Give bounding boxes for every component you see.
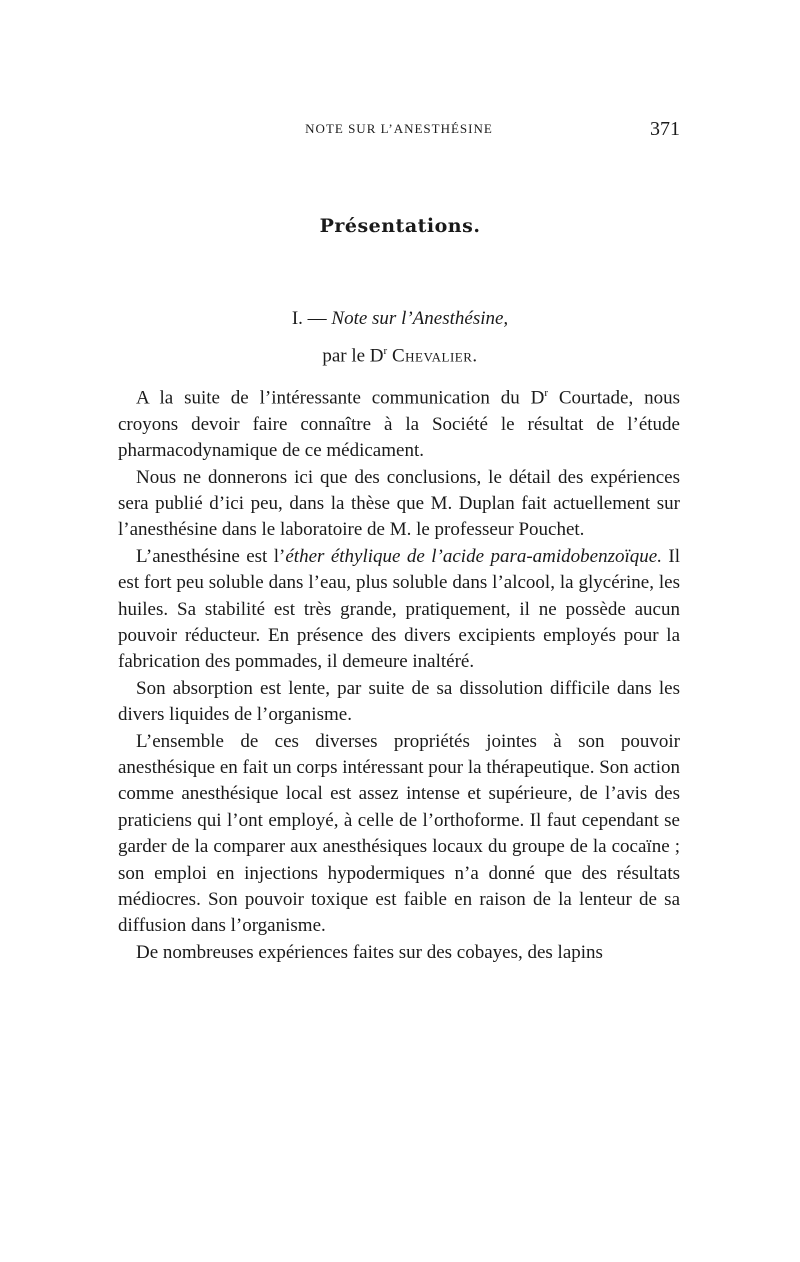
paragraph-3-text-b: Il est fort peu soluble dans l’eau, plus soluble dans l’alcool, la glycérine, les huiles. Sa stabilité est très grande, pratiquement, il ne possède aucun pouvoir réducteur. En présence des divers excipients employés pour la fabrication des pommades, il demeure inaltéré. <box>118 545 681 673</box>
paragraph-1-text-b: Courtade, nous croyons devoir faire connaître à la Société le résultat de l’étude pharmacodynamique de ce médicament. <box>118 387 680 462</box>
paragraph-5: L’ensemble de ces diverses propriétés jointes à son pouvoir anesthésique en fait un corps intéressant pour la thérapeutique. Son action comme anesthésique local est assez intense et supérieure, de l’avis des praticiens qui l’ont employé, à celle de l’orthoforme. Il faut cependant se garder de la comparer aux anesthésiques locaux du groupe de la cocaïne ; son emploi en injections hypodermiques n’a donné que des résultats médiocres. Son pouvoir toxique est faible en raison de la lenteur de sa diffusion dans l’organisme. <box>118 730 680 937</box>
paragraph-3 <box>118 544 680 676</box>
page-number: 371 <box>650 118 680 140</box>
article-title <box>0 308 800 330</box>
running-title: NOTE SUR L’ANESTHÉSINE <box>305 121 493 136</box>
paragraph-1-sup: r <box>544 387 548 399</box>
author-name: Chevalier. <box>391 345 478 367</box>
article-number: I. — <box>291 308 327 329</box>
paragraph-3-chemical-name: éther éthylique de l’acide para-amidobenzoïque. <box>285 545 662 567</box>
paragraph-1 <box>118 380 680 465</box>
article-body <box>118 380 680 966</box>
author-title-sup: r <box>383 345 388 357</box>
paragraph-4: Son absorption est lente, par suite de sa dissolution difficile dans les divers liquides de l’organisme. <box>118 677 680 726</box>
paragraph-1-text-a: A la suite de l’intéressante communication du D <box>136 387 545 409</box>
author-line <box>0 345 800 367</box>
section-title: Présentations. <box>319 215 481 237</box>
paragraph-6: De nombreuses expériences faites sur des cobayes, des lapins <box>136 941 603 963</box>
paragraph-2: Nous ne donnerons ici que des conclusions, le détail des expériences sera publié d’ici peu, dans la thèse que M. Duplan fait actuellement sur l’anesthésine dans le laboratoire de M. le professeur Pouchet. <box>118 466 680 541</box>
article-title-text: Note sur l’Anesthésine, <box>331 308 509 329</box>
author-prefix: par le D <box>322 345 384 367</box>
running-head <box>118 118 680 140</box>
paragraph-3-text-a: L’anesthésine est l’ <box>136 545 286 567</box>
